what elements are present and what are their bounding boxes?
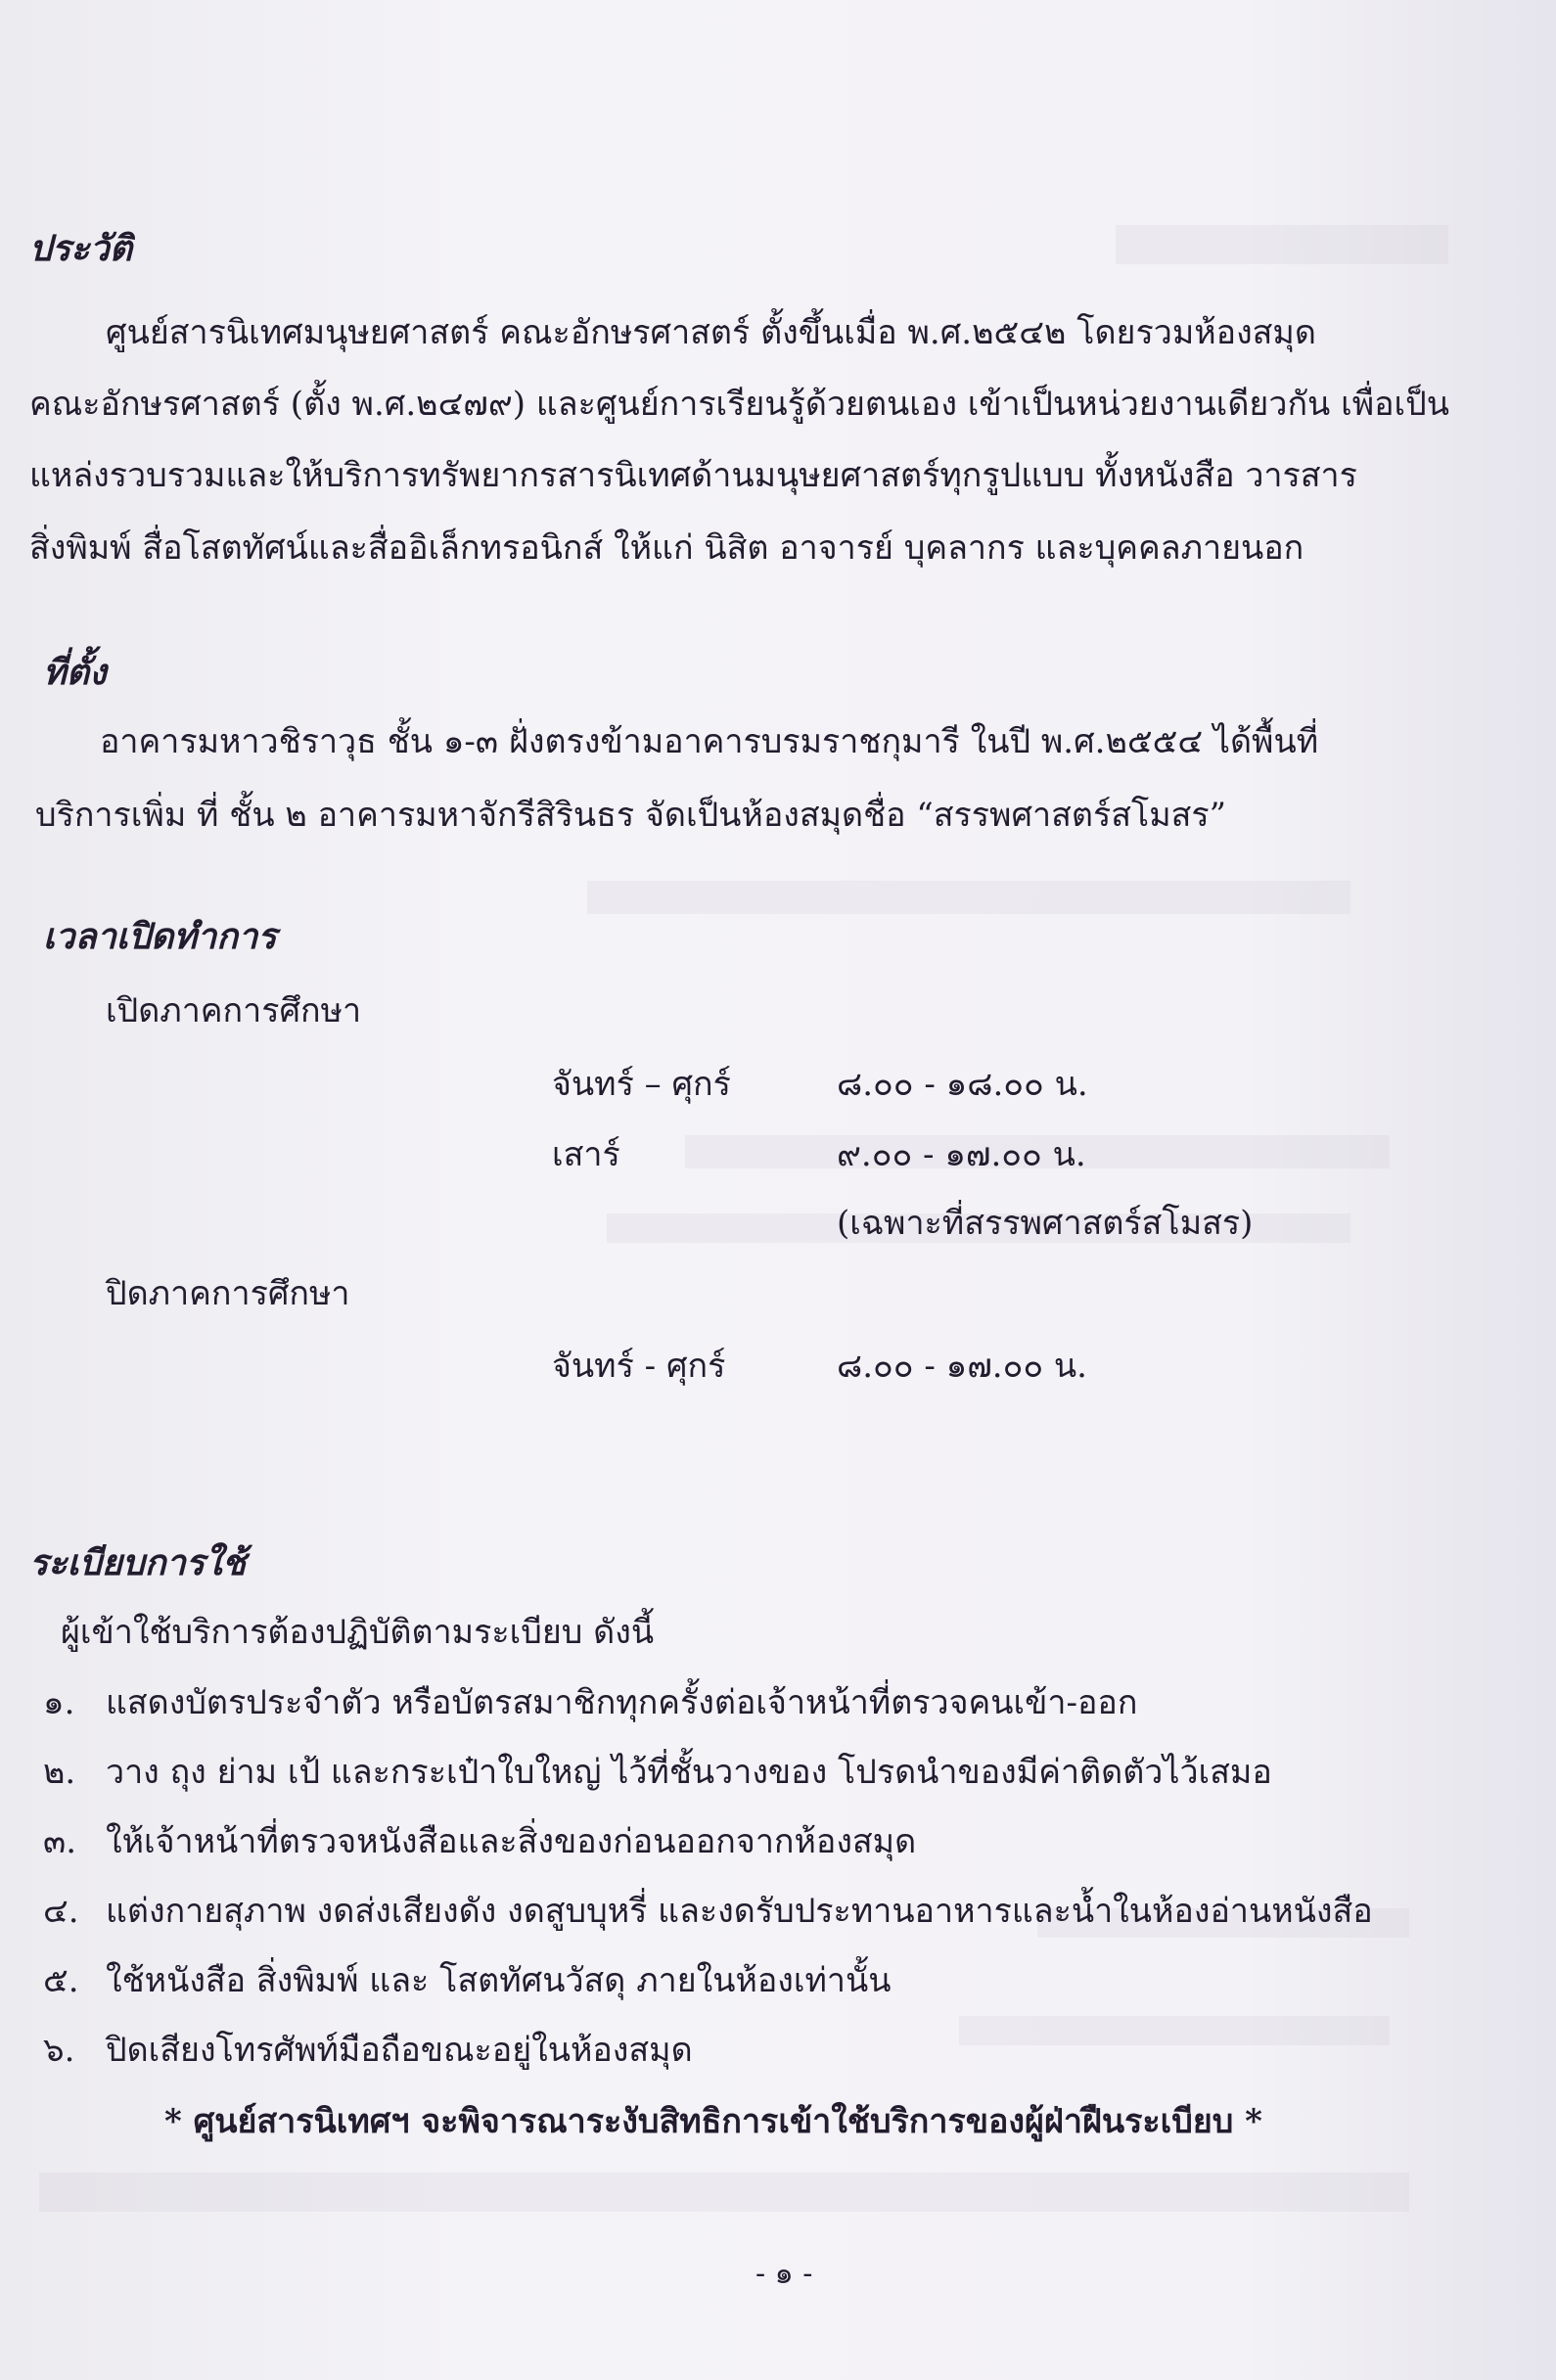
rule-number: ๔. [43, 1892, 79, 1931]
rule-text: ให้เจ้าหน้าที่ตรวจหนังสือและสิ่งของก่อนออกจากห้องสมุด [106, 1822, 917, 1861]
hours-closed-weekday-day: จันทร์ - ศุกร์ [552, 1347, 726, 1386]
hours-open-saturday-note: (เฉพาะที่สรรพศาสตร์สโมสร) [837, 1204, 1254, 1243]
location-line-2: บริการเพิ่ม ที่ ชั้น ๒ อาคารมหาจักรีสิรินธร จัดเป็นห้องสมุดชื่อ “สรรพศาสตร์สโมสร” [35, 796, 1227, 835]
rule-text: แต่งกายสุภาพ งดส่งเสียงดัง งดสูบบุหรี่ และงดรับประทานอาหารและน้ำในห้องอ่านหนังสือ [106, 1892, 1373, 1931]
rule-text: แสดงบัตรประจำตัว หรือบัตรสมาชิกทุกครั้งต่อเจ้าหน้าที่ตรวจคนเข้า-ออก [106, 1683, 1138, 1722]
history-line-3: แหล่งรวบรวมและให้บริการทรัพยากรสารนิเทศด้านมนุษยศาสตร์ทุกรูปแบบ ทั้งหนังสือ วารสาร [29, 456, 1357, 495]
history-heading: ประวัติ [29, 228, 133, 269]
history-line-1: ศูนย์สารนิเทศมนุษยศาสตร์ คณะอักษรศาสตร์ ตั้งขึ้นเมื่อ พ.ศ.๒๕๔๒ โดยรวมห้องสมุด [106, 313, 1316, 352]
rule-text: ใช้หนังสือ สิ่งพิมพ์ และ โสตทัศนวัสดุ ภายในห้องเท่านั้น [106, 1961, 892, 2000]
rule-number: ๑. [43, 1683, 75, 1722]
hours-open-saturday-day: เสาร์ [552, 1135, 620, 1174]
location-line-1: อาคารมหาวชิราวุธ ชั้น ๑-๓ ฝั่งตรงข้ามอาคารบรมราชกุมารี ในปี พ.ศ.๒๕๕๔ ได้พื้นที่ [100, 722, 1319, 761]
history-line-4: สิ่งพิมพ์ สื่อโสตทัศน์และสื่ออิเล็กทรอนิกส์ ให้แก่ นิสิต อาจารย์ บุคลากร และบุคคลภายนอก [29, 528, 1304, 568]
rule-number: ๖. [43, 2031, 75, 2070]
hours-heading: เวลาเปิดทำการ [43, 916, 277, 957]
hours-closed-weekday-time: ๘.๐๐ - ๑๗.๐๐ น. [837, 1347, 1087, 1386]
hours-open-weekday-time: ๘.๐๐ - ๑๘.๐๐ น. [837, 1065, 1088, 1104]
location-heading: ที่ตั้ง [43, 652, 107, 693]
rules-intro: ผู้เข้าใช้บริการต้องปฏิบัติตามระเบียบ ดังนี้ [61, 1613, 655, 1652]
rule-number: ๒. [43, 1753, 76, 1792]
rule-number: ๓. [43, 1822, 77, 1861]
history-line-2: คณะอักษรศาสตร์ (ตั้ง พ.ศ.๒๔๗๙) และศูนย์การเรียนรู้ด้วยตนเอง เข้าเป็นหน่วยงานเดียวกัน เพื่อเป็น [29, 385, 1449, 424]
rules-heading: ระเบียบการใช้ [29, 1542, 247, 1583]
hours-open-weekday-day: จันทร์ – ศุกร์ [552, 1065, 731, 1104]
rule-number: ๕. [43, 1961, 79, 2000]
page-number: - ๑ - [755, 2257, 813, 2291]
semester-closed-label: ปิดภาคการศึกษา [106, 1274, 350, 1313]
semester-open-label: เปิดภาคการศึกษา [106, 991, 362, 1030]
hours-open-saturday-time: ๙.๐๐ - ๑๗.๐๐ น. [837, 1135, 1086, 1174]
rules-notice: * ศูนย์สารนิเทศฯ จะพิจารณาระงับสิทธิการเข้าใช้บริการของผู้ฝ่าฝืนระเบียบ * [164, 2102, 1262, 2141]
rule-text: ปิดเสียงโทรศัพท์มือถือขณะอยู่ในห้องสมุด [106, 2031, 693, 2070]
rule-text: วาง ถุง ย่าม เป้ และกระเป๋าใบใหญ่ ไว้ที่ชั้นวางของ โปรดนำของมีค่าติดตัวไว้เสมอ [106, 1753, 1272, 1792]
